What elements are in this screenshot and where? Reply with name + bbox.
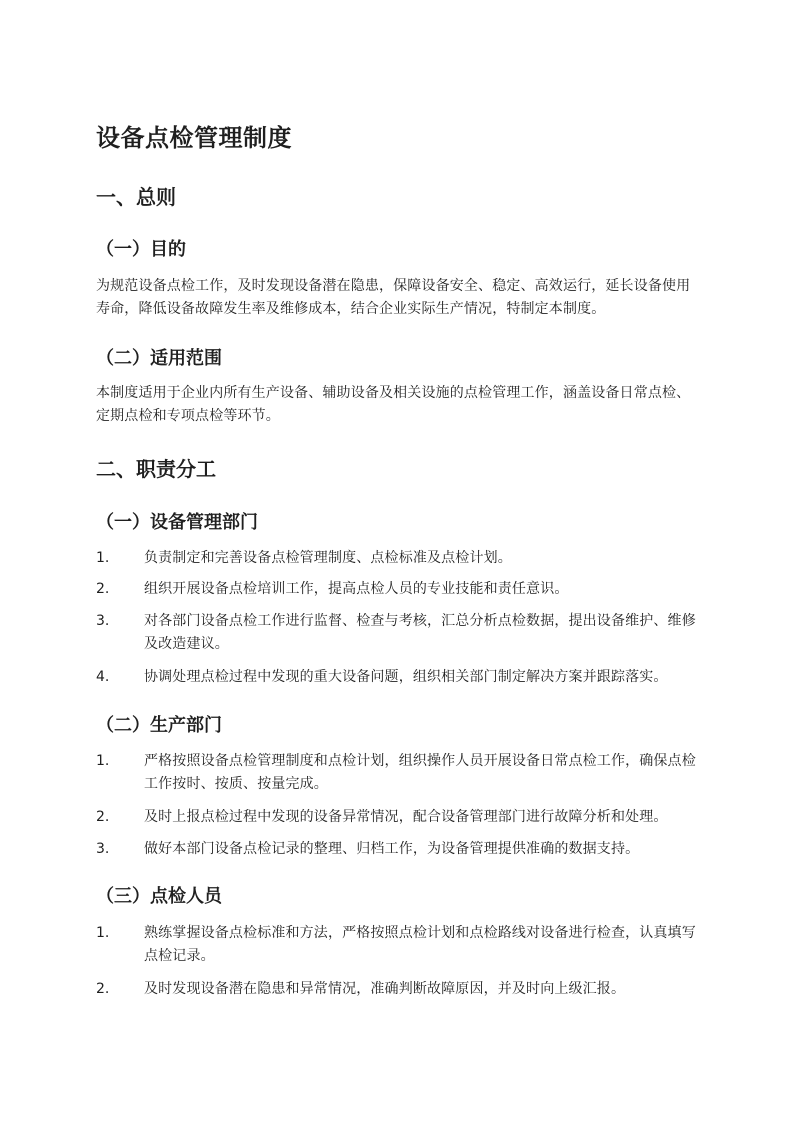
list-item-text: 负责制定和完善设备点检管理制度、点检标准及点检计划。 [144, 550, 512, 566]
scope-paragraph: 本制度适用于企业内所有生产设备、辅助设备及相关设施的点检管理工作，涵盖设备日常点检、定期点检和专项点检等环节。 [96, 385, 691, 424]
list-item-number: 1. [96, 925, 110, 941]
list-item [96, 610, 706, 656]
list-item-number: 1. [96, 550, 110, 566]
purpose-paragraph: 为规范设备点检工作，及时发现设备潜在隐患，保障设备安全、稳定、高效运行，延长设备使用寿命，降低设备故障发生率及维修成本，结合企业实际生产情况，特制定本制度。 [96, 278, 691, 317]
list-item [96, 750, 706, 796]
list-item-number: 3. [96, 613, 110, 629]
list-item-text: 做好本部门设备点检记录的整理、归档工作，为设备管理提供准确的数据支持。 [144, 841, 640, 857]
list-item-number: 1. [96, 753, 110, 769]
section-heading-general: 一、总则 [96, 185, 176, 209]
list-item-text: 及时发现设备潜在隐患和异常情况，准确判断故障原因，并及时向上级汇报。 [144, 981, 626, 997]
list-item [96, 806, 706, 829]
list-item-text: 组织开展设备点检培训工作，提高点检人员的专业技能和责任意识。 [144, 581, 569, 597]
list-item-number: 4. [96, 669, 110, 685]
list-item-text: 熟练掌握设备点检标准和方法，严格按照点检计划和点检路线对设备进行检查，认真填写点检记录。 [144, 925, 696, 964]
list-item-text: 及时上报点检过程中发现的设备异常情况，配合设备管理部门进行故障分析和处理。 [144, 809, 668, 825]
list-item [96, 666, 706, 689]
subsection-heading-equipment-dept: （一）设备管理部门 [96, 512, 258, 533]
section-heading-responsibilities: 二、职责分工 [96, 457, 216, 481]
list-item-number: 2. [96, 809, 110, 825]
document-title: 设备点检管理制度 [96, 124, 292, 152]
list-item-text: 严格按照设备点检管理制度和点检计划，组织操作人员开展设备日常点检工作，确保点检工作按时、按质、按量完成。 [144, 753, 696, 792]
list-item [96, 922, 706, 968]
list-item-number: 2. [96, 981, 110, 997]
list-item [96, 978, 706, 1001]
list-item [96, 838, 706, 861]
subsection-heading-scope: （二）适用范围 [96, 348, 222, 369]
list-item-text: 对各部门设备点检工作进行监督、检查与考核，汇总分析点检数据，提出设备维护、维修及改造建议。 [144, 613, 696, 652]
list-item-text: 协调处理点检过程中发现的重大设备问题，组织相关部门制定解决方案并跟踪落实。 [144, 669, 668, 685]
subsection-heading-purpose: （一）目的 [96, 239, 186, 260]
list-item [96, 547, 706, 570]
list-item-number: 3. [96, 841, 110, 857]
subsection-heading-inspectors: （三）点检人员 [96, 886, 222, 907]
list-item-number: 2. [96, 581, 110, 597]
subsection-heading-production-dept: （二）生产部门 [96, 715, 222, 736]
list-item [96, 578, 706, 601]
